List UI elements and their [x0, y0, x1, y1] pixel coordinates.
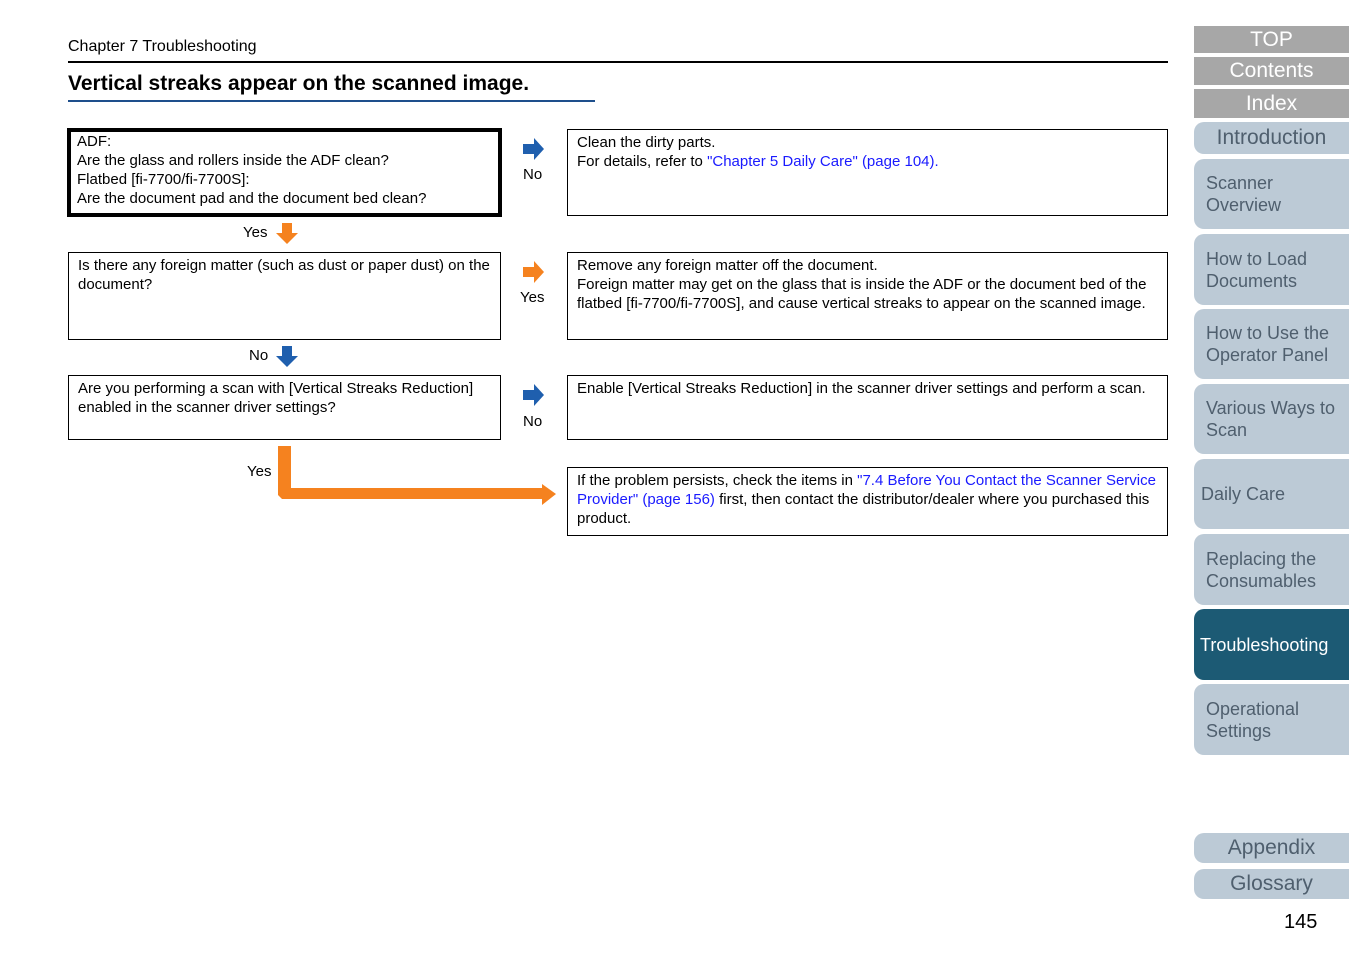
down-arrow-icon: [276, 223, 298, 245]
right-arrow-icon: [523, 384, 545, 406]
tab-label: How to Load Documents: [1206, 248, 1308, 291]
a1-line-2-prefix: For details, refer to: [577, 153, 708, 170]
contents-button[interactable]: Contents: [1194, 57, 1349, 85]
a4-suffix: first, then contact the distributor/dealer where you purchased this product.: [577, 491, 1150, 527]
tab-introduction-label: Introduction: [1216, 126, 1327, 149]
a1-line-1: Clean the dirty parts.: [577, 134, 716, 151]
elbow-arrow-icon: [278, 446, 558, 508]
tab-label: How to Use the Operator Panel: [1206, 323, 1330, 365]
q1-line-1: ADF:: [77, 133, 112, 150]
tab-label: Operational Settings: [1206, 698, 1300, 741]
answer-box-4: [567, 467, 1168, 536]
glossary-button[interactable]: Glossary: [1194, 869, 1349, 899]
q2-no-label: No: [249, 347, 269, 364]
tab-label: Daily Care: [1201, 484, 1286, 504]
q3-text: Are you performing a scan with [Vertical Streaks Reduction] enabled in the scanner driver settings?: [78, 380, 474, 416]
contact-service-provider-link[interactable]: "7.4 Before You Contact the Scanner Service Provider" (page 156): [577, 472, 1156, 508]
q1-no-label: No: [523, 166, 543, 183]
header-rule: [68, 61, 1168, 63]
answer-box-2: [567, 252, 1168, 340]
down-arrow-icon: [276, 346, 298, 368]
q1-line-3: Flatbed [fi-7700/fi-7700S]:: [77, 171, 250, 188]
a2-line-1: Remove any foreign matter off the document.: [577, 257, 878, 274]
question-box-1: [67, 128, 502, 217]
index-button[interactable]: Index: [1194, 89, 1349, 118]
page-number: 145: [1284, 911, 1318, 933]
a2-line-2: Foreign matter may get on the glass that is inside the ADF or the document bed of the flatbed [fi-7700/fi-7700S], and cause vertical streaks to appear on the scanned image.: [577, 276, 1147, 312]
tab-introduction[interactable]: [1194, 122, 1349, 154]
q1-yes-label: Yes: [243, 224, 268, 241]
tab-how-to-load-documents[interactable]: [1194, 234, 1349, 305]
title-underline: [68, 100, 595, 102]
daily-care-link[interactable]: "Chapter 5 Daily Care" (page 104).: [707, 153, 939, 170]
question-box-2: [68, 252, 501, 340]
q2-text: Is there any foreign matter (such as dust or paper dust) on the document?: [78, 257, 490, 293]
tab-various-ways-to-scan[interactable]: [1194, 384, 1349, 454]
tab-replacing-consumables[interactable]: [1194, 534, 1349, 605]
question-box-3: [68, 375, 501, 440]
right-arrow-icon: [523, 261, 545, 283]
a4-prefix: If the problem persists, check the items in: [577, 472, 858, 489]
right-arrow-icon: [523, 138, 545, 160]
tab-label: Various Ways to Scan: [1206, 398, 1336, 440]
page-title: Vertical streaks appear on the scanned image.: [68, 72, 530, 95]
chapter-label: Chapter 7 Troubleshooting: [68, 38, 257, 55]
tab-label: Replacing the Consumables: [1206, 548, 1317, 591]
answer-box-3: [567, 375, 1168, 440]
q1-line-2: Are the glass and rollers inside the ADF clean?: [77, 152, 389, 169]
tab-scanner-overview[interactable]: [1194, 159, 1349, 229]
q3-yes-label: Yes: [247, 463, 272, 480]
appendix-button[interactable]: Appendix: [1194, 833, 1349, 863]
tab-daily-care[interactable]: [1194, 459, 1349, 529]
answer-box-1: [567, 129, 1168, 216]
q3-no-label: No: [523, 413, 543, 430]
a3-text: Enable [Vertical Streaks Reduction] in the scanner driver settings and perform a scan.: [577, 380, 1146, 397]
tab-label: Scanner Overview: [1206, 173, 1282, 215]
q2-yes-label: Yes: [520, 289, 545, 306]
tab-troubleshooting[interactable]: [1194, 609, 1349, 680]
top-button[interactable]: TOP: [1194, 26, 1349, 53]
q1-line-4: Are the document pad and the document bed clean?: [77, 190, 427, 207]
tab-operator-panel[interactable]: [1194, 309, 1349, 379]
tab-label: Troubleshooting: [1200, 634, 1329, 655]
tab-operational-settings[interactable]: [1194, 684, 1349, 755]
